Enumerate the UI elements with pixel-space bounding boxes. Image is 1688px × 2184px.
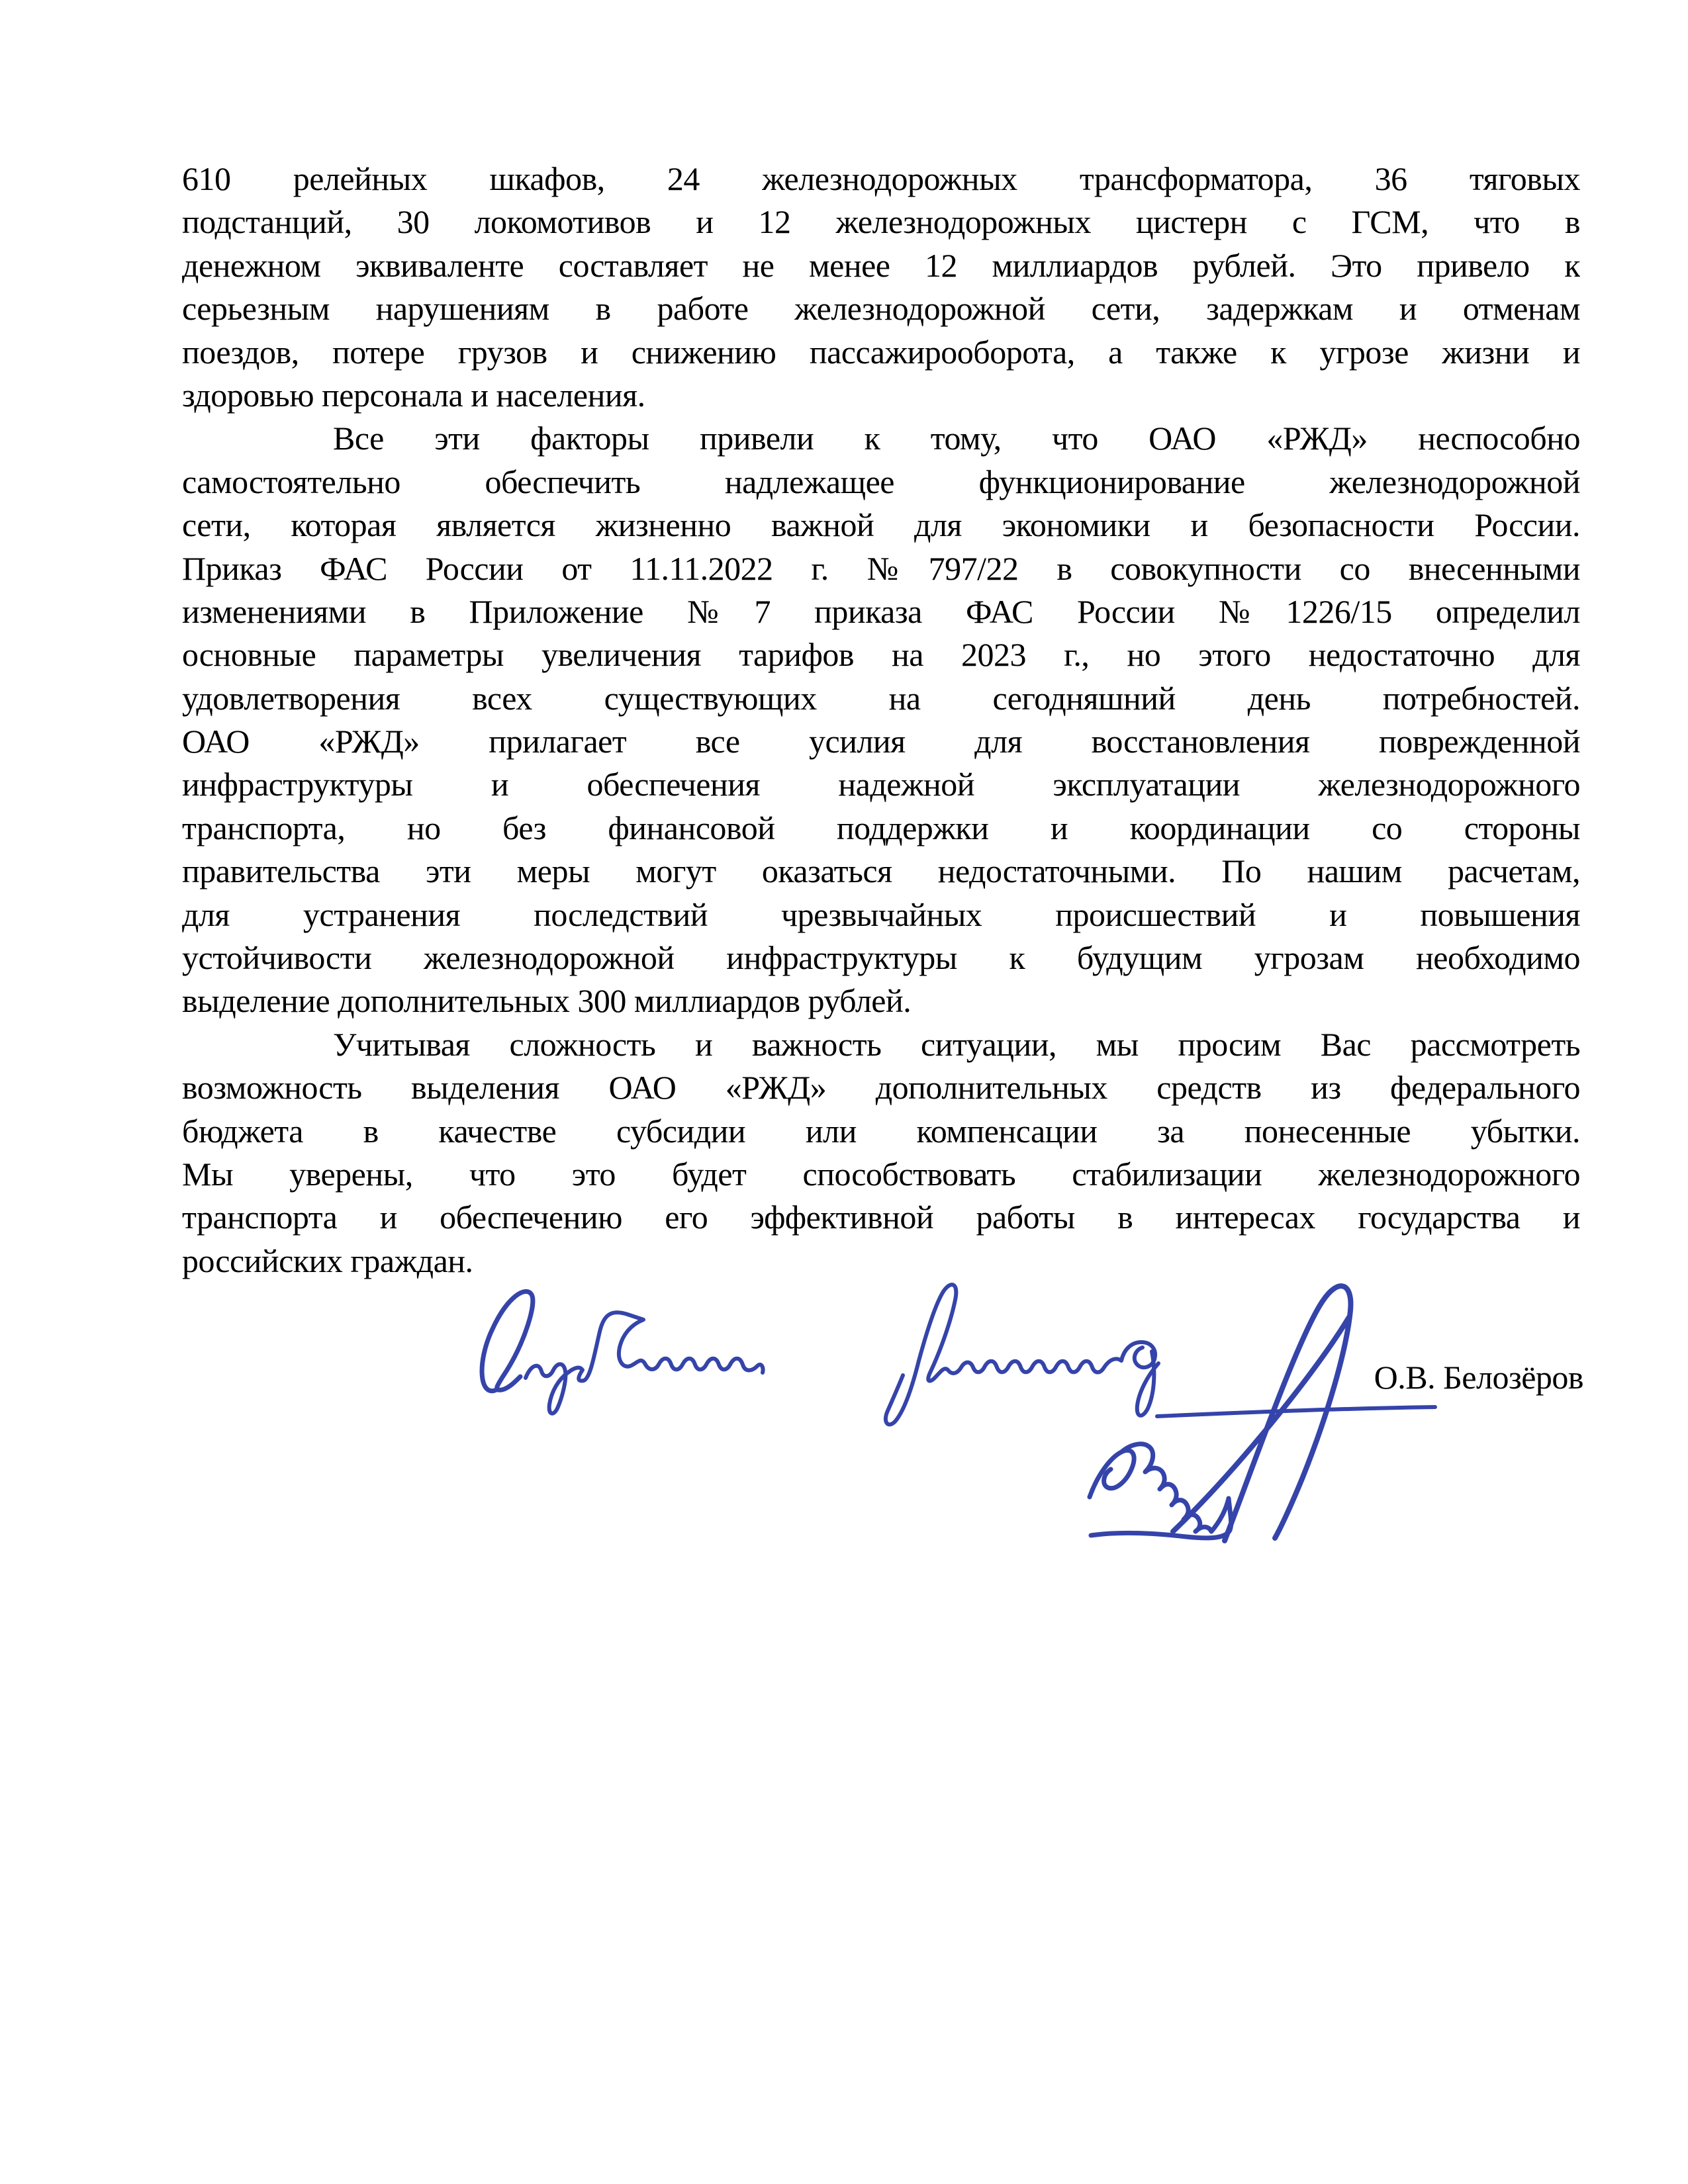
letter-line: изменениями в Приложение №7 приказа ФАС России №1226/15 определил: [182, 592, 1580, 630]
letter-line: серьезным нарушениям в работе железнодорожной сети, задержкам и отменам: [182, 290, 1580, 328]
letter-line: денежном эквиваленте составляет не менее 12 миллиардов рублей. Это привело к: [182, 246, 1580, 284]
letter-line: Все эти факторы привели к тому, что ОАО «РЖД» неспособно: [333, 420, 1580, 457]
letter-line: Приказ ФАС России от 11.11.2022 г. №797/22 в совокупности со внесенными: [182, 549, 1580, 587]
handwriting-stroke: [526, 1312, 763, 1414]
letter-line: основные параметры увеличения тарифов на 2023 г., но этого недостаточно для: [182, 636, 1580, 674]
letter-line: Учитывая сложность и важность ситуации, мы просим Вас рассмотреть: [333, 1025, 1580, 1063]
letter-line: возможность выделения ОАО «РЖД» дополнительных средств из федерального: [182, 1069, 1580, 1107]
letter-line: правительства эти меры могут оказаться недостаточными. По нашим расчетам,: [182, 852, 1580, 890]
letter-line: транспорта и обеспечению его эффективной работы в интересах государства и: [182, 1199, 1580, 1236]
letter-line: сети, которая является жизненно важной для экономики и безопасности России.: [182, 506, 1580, 544]
handwriting-stroke: [886, 1285, 1158, 1424]
letter-line: Мы уверены, что это будет способствовать стабилизации железнодорожного: [182, 1155, 1580, 1193]
signature-flourish: [1157, 1407, 1435, 1416]
handwritten-closing-note: [463, 1277, 1456, 1549]
letter-line: поездов, потере грузов и снижению пассажирооборота, а также к угрозе жизни и: [182, 333, 1580, 371]
letter-line: российских граждан.: [182, 1242, 473, 1279]
signer-name: О.В. Белозёров: [1374, 1359, 1583, 1396]
letter-line: здоровью персонала и населения.: [182, 376, 645, 414]
letter-line: инфраструктуры и обеспечения надежной эксплуатации железнодорожного: [182, 766, 1580, 803]
letter-line: бюджета в качестве субсидии или компенсации за понесенные убытки.: [182, 1112, 1580, 1150]
letter-line: для устранения последствий чрезвычайных происшествий и повышения: [182, 895, 1580, 933]
letter-line: транспорта, но без финансовой поддержки и координации со стороны: [182, 809, 1580, 846]
letter-line: устойчивости железнодорожной инфраструктуры к будущим угрозам необходимо: [182, 939, 1580, 977]
letter-line: самостоятельно обеспечить надлежащее функционирование железнодорожной: [182, 463, 1580, 500]
letter-line: удовлетворения всех существующих на сегодняшний день потребностей.: [182, 679, 1580, 717]
letter-line: выделение дополнительных 300 миллиардов рублей.: [182, 982, 912, 1020]
letter-line: ОАО «РЖД» прилагает все усилия для восстановления поврежденной: [182, 723, 1580, 760]
letter-body: [182, 158, 1580, 1283]
letter-line: 610 релейных шкафов, 24 железнодорожных трансформатора, 36 тяговых: [182, 160, 1580, 197]
letter-line: подстанций, 30 локомотивов и 12 железнодорожных цистерн с ГСМ, что в: [182, 203, 1580, 241]
